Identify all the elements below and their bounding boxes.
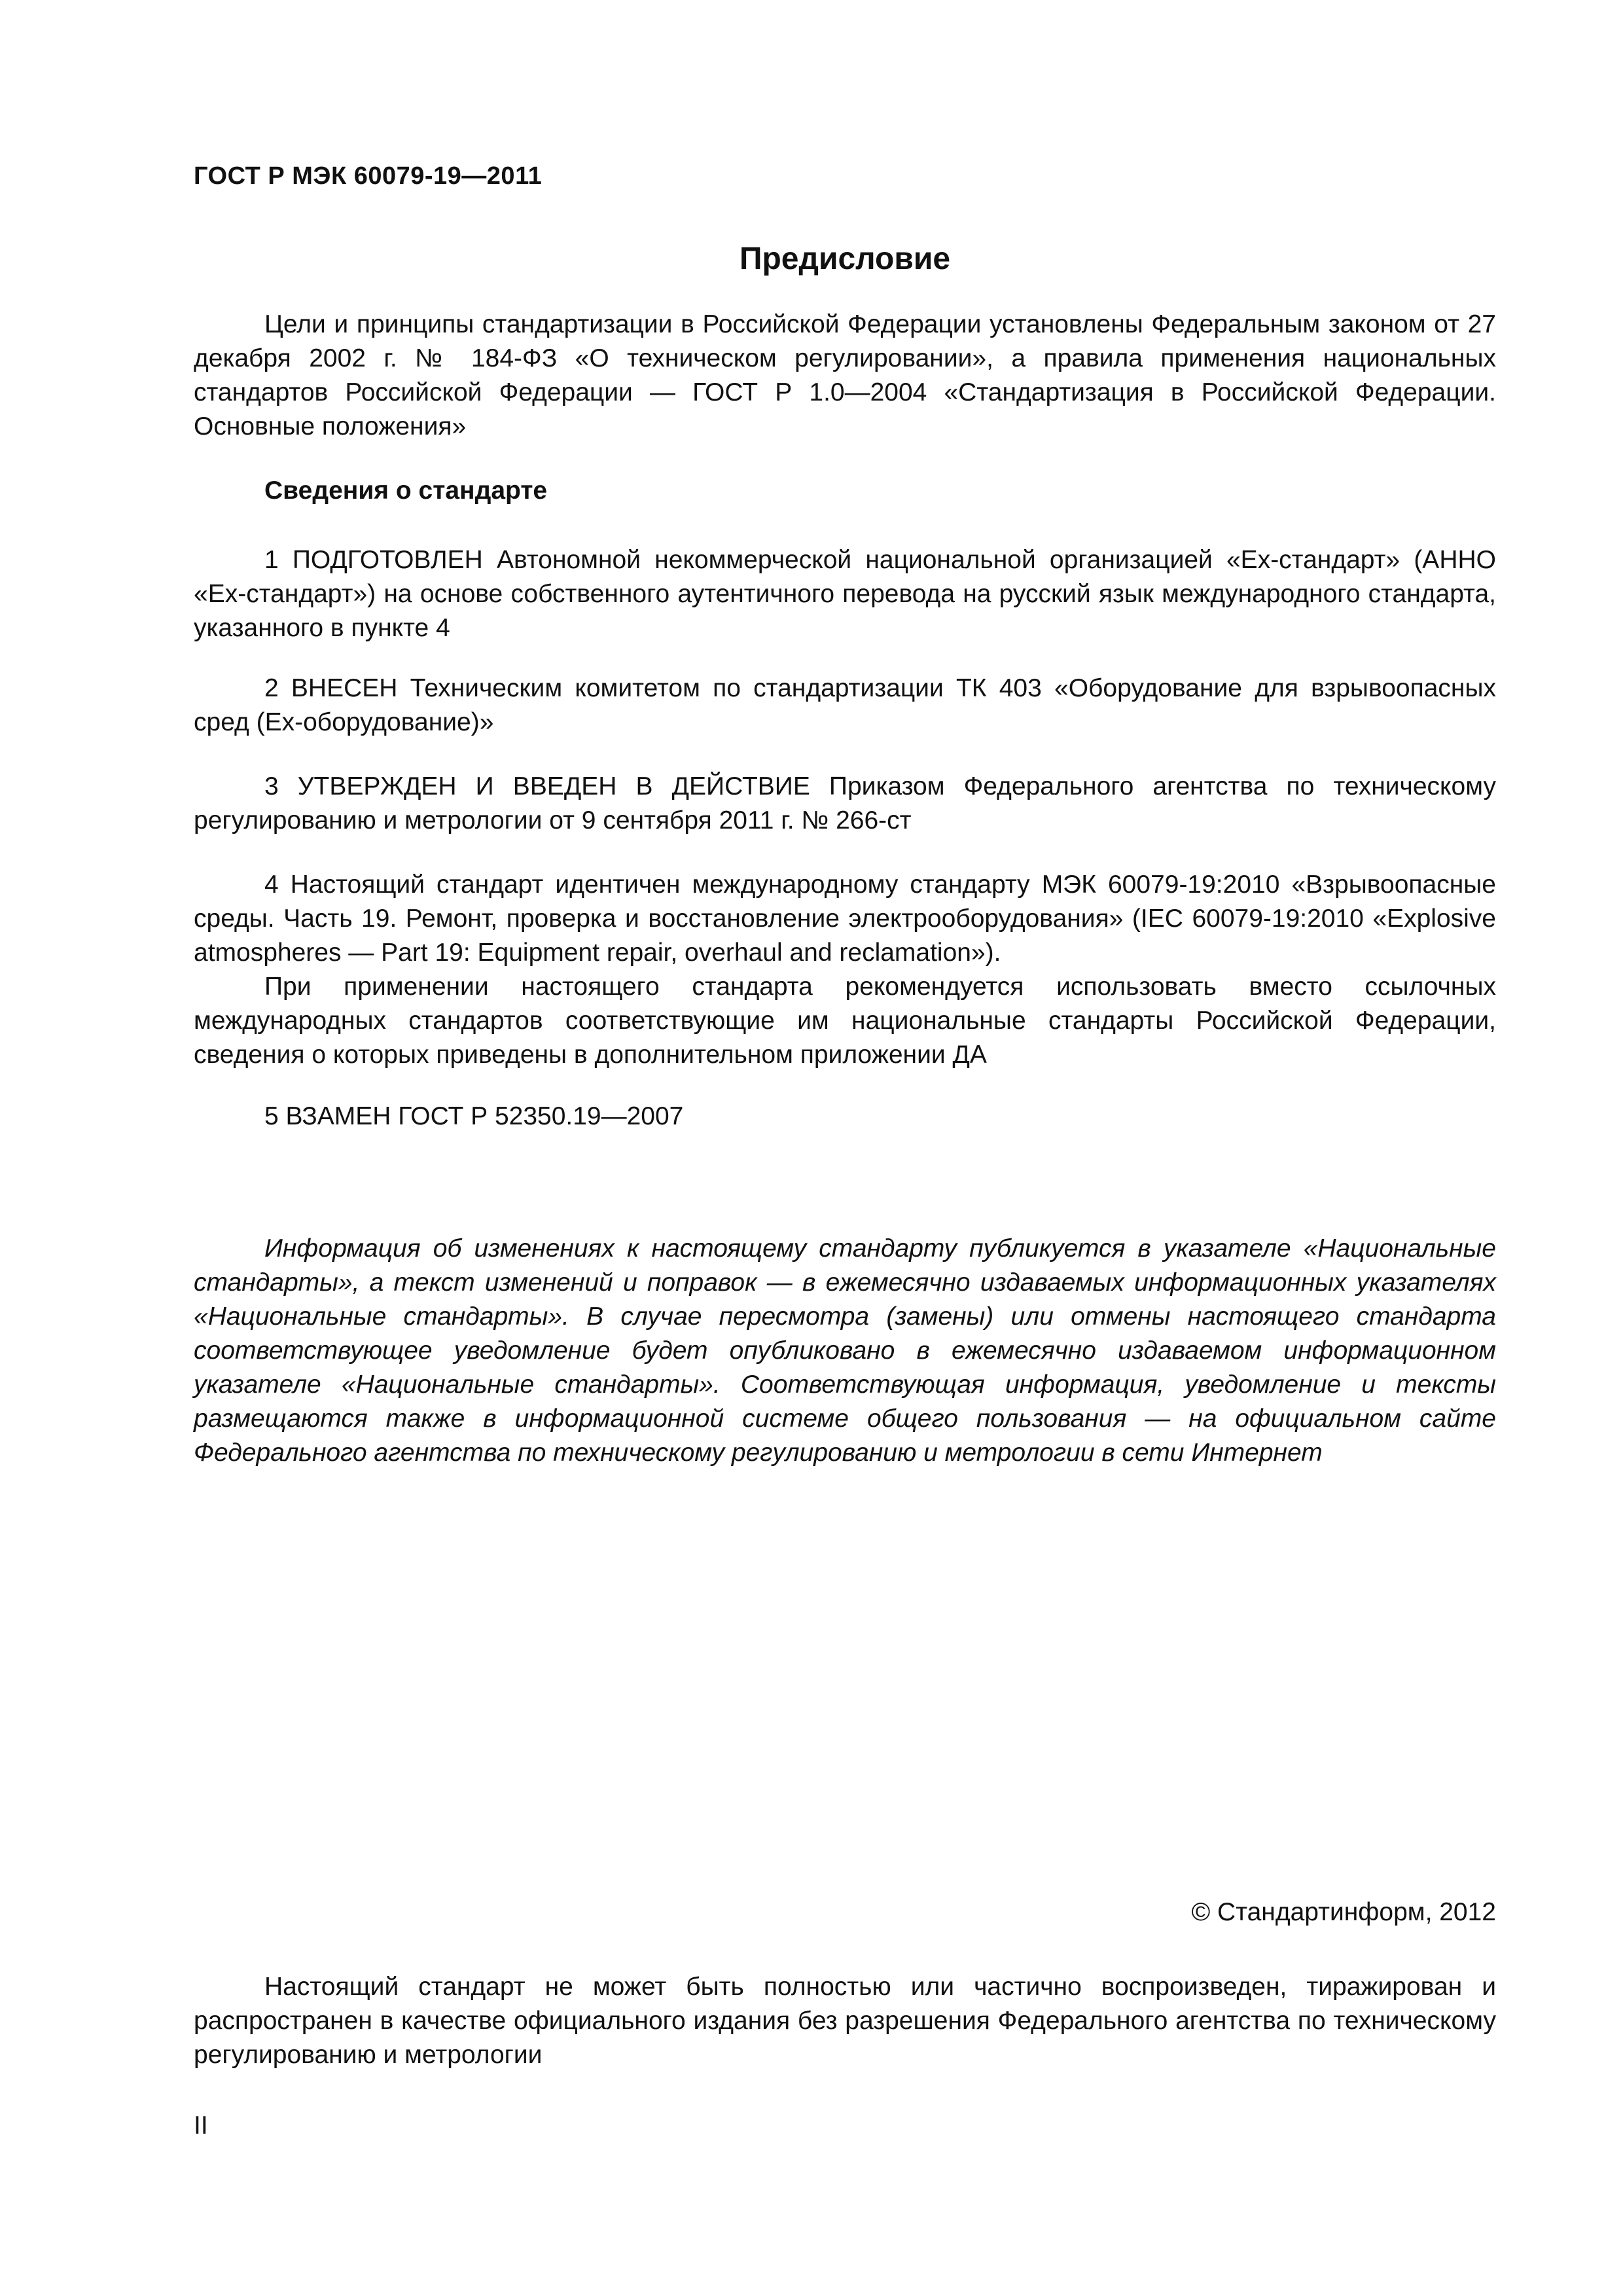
item-3 <box>194 770 1496 838</box>
reproduction-notice <box>194 1970 1496 2072</box>
document-code: ГОСТ Р МЭК 60079-19—2011 <box>194 162 543 190</box>
item-4 <box>194 868 1496 1072</box>
item-1-text: 1 ПОДГОТОВЛЕН Автономной некоммерческой национальной организацией «Ех-стандарт» (АННО «Ех-стандарт») на основе собственного аутентичного перевода на русский язык международного стандарта, указанного в пункте 4 <box>194 546 1496 642</box>
item-2 <box>194 672 1496 740</box>
page-number: II <box>194 2111 208 2140</box>
item-4-note: При применении настоящего стандарта рекомендуется использовать вместо ссылочных международных стандартов соответствующие им национальные стандарты Российской Федерации, сведения о которых приведены в дополнительном приложении ДА <box>194 973 1496 1069</box>
info-notice-text: Информация об изменениях к настоящему стандарту публикуется в указателе «Национальные стандарты», а текст изменений и поправок — в ежемесячно издаваемых информационных указателях «Национальные стандарты». В случае пересмотра (замены) или отмены настоящего стандарта соответствующее уведомление будет опубликовано в ежемесячно издаваемом информационном указателе «Национальные стандарты». Соответствующая информация, уведомление и тексты размещаются также в информационной системе общего пользования — на официальном сайте Федерального агентства по техническому регулированию и метрологии в сети Интернет <box>194 1234 1496 1467</box>
copyright-line: © Стандартинформ, 2012 <box>1191 1898 1496 1926</box>
item-1 <box>194 543 1496 645</box>
reproduction-notice-text: Настоящий стандарт не может быть полностью или частично воспроизведен, тиражирован и распространен в качестве официального издания без разрешения Федерального агентства по техническому регулированию и метрологии <box>194 1973 1496 2069</box>
intro-text: Цели и принципы стандартизации в Российской Федерации установлены Федеральным законом от 27 декабря 2002 г. № 184-ФЗ «О техническом регулировании», а правила применения национальных стандартов Российской Федерации — ГОСТ Р 1.0—2004 «Стандартизация в Российской Федерации. Основные положения» <box>194 310 1496 440</box>
info-notice <box>194 1232 1496 1470</box>
item-3-text: 3 УТВЕРЖДЕН И ВВЕДЕН В ДЕЙСТВИЕ Приказом Федерального агентства по техническому регулированию и метрологии от 9 сентября 2011 г. № 266-ст <box>194 772 1496 834</box>
item-4-text: 4 Настоящий стандарт идентичен международному стандарту МЭК 60079-19:2010 «Взрывоопасные среды. Часть 19. Ремонт, проверка и восстановление электрооборудования» (IEC 60079-19:2010 «Explosive atmospheres — Part 19: Equipment repair, overhaul and reclamation»). <box>194 870 1496 967</box>
item-5 <box>194 1100 1496 1134</box>
section-heading: Сведения о стандарте <box>264 476 548 505</box>
item-5-text: 5 ВЗАМЕН ГОСТ Р 52350.19—2007 <box>264 1102 684 1130</box>
intro-paragraph <box>194 308 1496 444</box>
page-title: Предисловие <box>739 242 951 276</box>
item-2-text: 2 ВНЕСЕН Техническим комитетом по стандартизации ТК 403 «Оборудование для взрывоопасных сред (Ех-оборудование)» <box>194 674 1496 736</box>
